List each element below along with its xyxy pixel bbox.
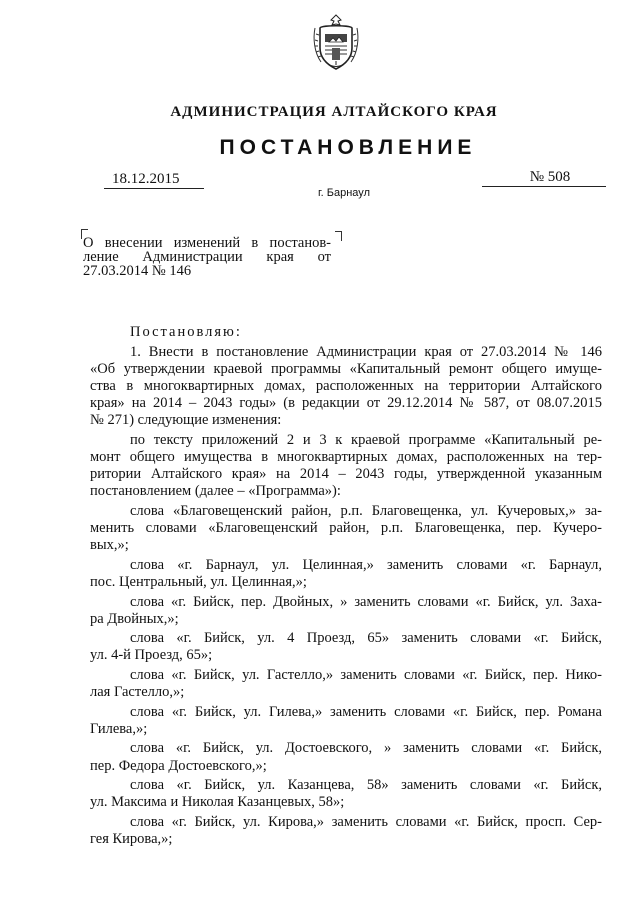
body-line: вых,»; (90, 537, 129, 554)
body-line: слова «г. Бийск, ул. Достоевского, » заменить словами «г. Бийск, (130, 740, 602, 757)
body-line: слова «г. Бийск, ул. 4 Проезд, 65» заменить словами «г. Бийск, (130, 630, 602, 647)
body-line: лая Гастелло,»; (90, 684, 185, 701)
body-line: «Об утверждении краевой программы «Капитальный ремонт общего имуще- (90, 360, 602, 377)
body-line: слова «Благовещенский район, р.п. Благовещенка, ул. Кучеровых,» за- (130, 502, 602, 519)
body-line: слова «г. Бийск, ул. Казанцева, 58» заменить словами «г. Бийск, (130, 777, 602, 794)
body-line: пос. Центральный, ул. Целинная,»; (90, 574, 307, 591)
organization-title: АДМИНИСТРАЦИЯ АЛТАЙСКОГО КРАЯ (170, 104, 498, 120)
body-line: Гилева,»; (90, 720, 148, 737)
body-line: ул. Максима и Николая Казанцевых, 58»; (90, 794, 345, 811)
body-line: пер. Федора Достоевского,»; (90, 757, 267, 774)
body-line: монт общего имущества в многоквартирных домах, расположенных на тер- (90, 449, 602, 466)
body-line: по тексту приложений 2 и 3 к краевой программе «Капитальный ре- (130, 431, 602, 448)
resolution-heading: Постановляю: (130, 324, 242, 340)
document-type-title: ПОСТАНОВЛЕНИЕ (219, 136, 477, 159)
body-line: края» на 2014 – 2043 годы» (в редакции от 29.12.2014 № 587, от 08.07.2015 (90, 395, 602, 412)
document-subject (83, 236, 331, 278)
body-line: ра Двойных,»; (90, 610, 179, 627)
body-line: слова «г. Бийск, ул. Гилева,» заменить словами «г. Бийск, пер. Романа (130, 703, 602, 720)
body-line: гея Кирова,»; (90, 830, 173, 847)
body-line: слова «г. Барнаул, ул. Целинная,» заменить словами «г. Барнаул, (130, 556, 602, 573)
document-date: 18.12.2015 (104, 170, 204, 189)
document-number: № 508 (482, 168, 606, 187)
subject-line: 27.03.2014 № 146 (83, 263, 192, 279)
document-body (90, 324, 602, 848)
body-line: слова «г. Бийск, ул. Гастелло,» заменить словами «г. Бийск, пер. Нико- (130, 666, 602, 683)
document-city: г. Барнаул (318, 187, 370, 199)
body-line: ства в многоквартирных домах, расположенных на территории Алтайского (90, 377, 602, 394)
body-line: слова «г. Бийск, пер. Двойных, » заменить словами «г. Бийск, ул. Заха- (130, 593, 602, 610)
coat-of-arms-icon (311, 12, 361, 72)
body-line: № 271) следующие изменения: (90, 412, 282, 429)
body-line: ритории Алтайского края» на 2014 – 2043 годы, утвержденной указанным (90, 466, 602, 483)
body-line: 1. Внести в постановление Администрации края от 27.03.2014 № 146 (130, 343, 602, 360)
subject-line: ление Администрации края от (83, 249, 331, 265)
subject-bracket-right (335, 231, 342, 241)
subject-line: О внесении изменений в постанов- (83, 235, 331, 251)
body-line: слова «г. Бийск, ул. Кирова,» заменить словами «г. Бийск, просп. Сер- (130, 813, 602, 830)
body-line: менить словами «Благовещенский район, р.п. Благовещенка, пер. Кучеро- (90, 520, 602, 537)
body-line: ул. 4-й Проезд, 65»; (90, 647, 213, 664)
body-line: постановлением (далее – «Программа»): (90, 483, 341, 500)
